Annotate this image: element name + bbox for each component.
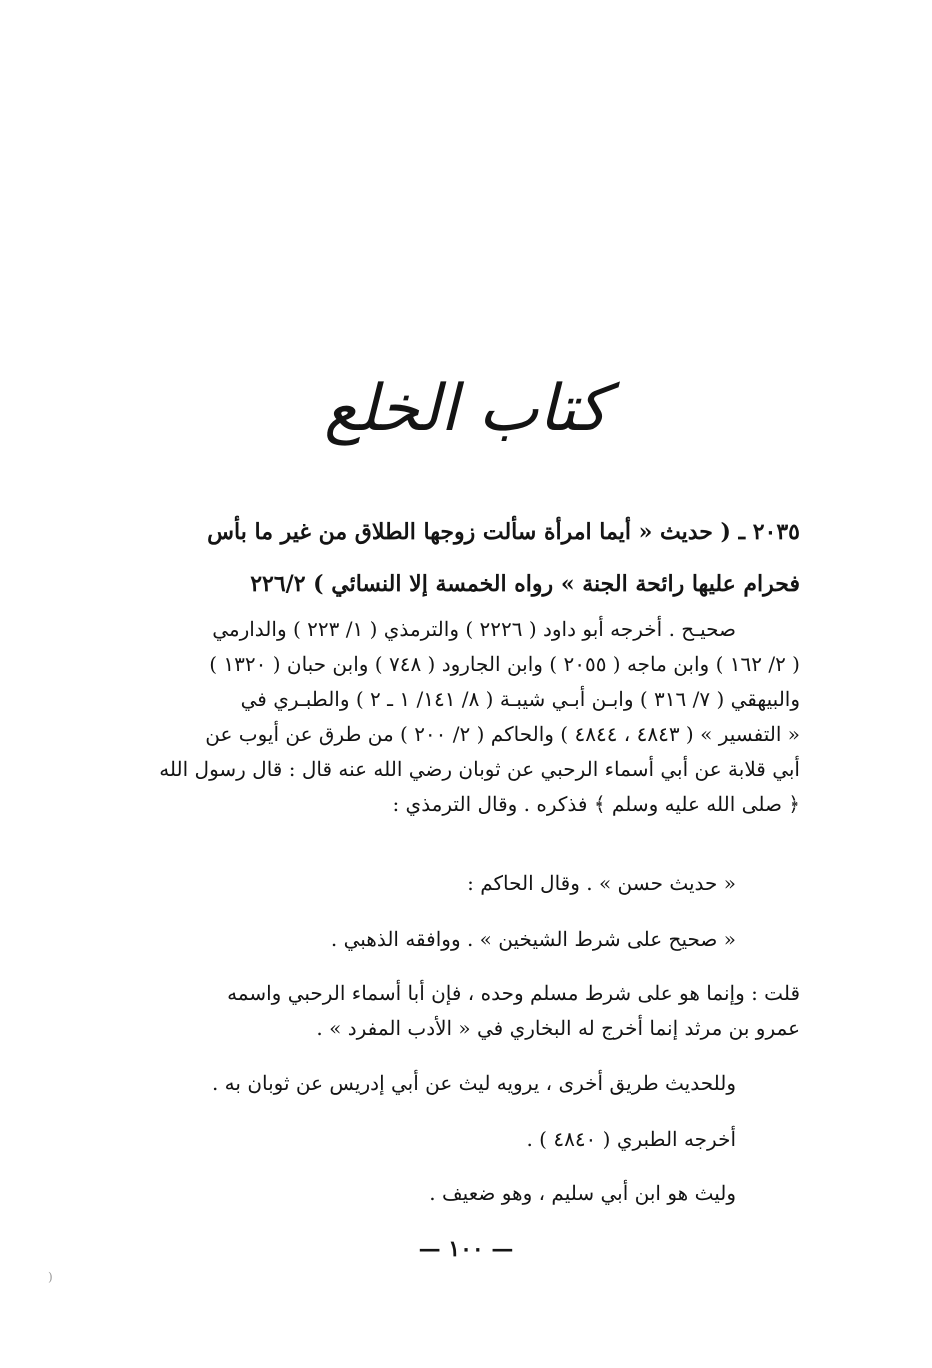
- hadith-text: [100, 506, 800, 610]
- takhrij-line-4: « التفسير » ( ٤٨٤٣ ، ٤٨٤٤ ) والحاكم ( ٢/ ٢٠٠ ) من طرق عن أيوب عن: [205, 722, 800, 746]
- margin-mark: (: [48, 1270, 53, 1284]
- takhrij-line-3: والبيهقي ( ٧/ ٣١٦ ) وابـن أبـي شيبـة ( ٨/ ١٤١/ ١ ـ ٢ ) والطبـري في: [240, 687, 800, 711]
- note-line-1: قلت : وإنما هو على شرط مسلم وحده ، فإن أبا أسماء الرحبي واسمه: [227, 981, 800, 1005]
- page-number: — ١٠٠ —: [418, 1236, 514, 1262]
- other-route-line-1: [100, 1066, 800, 1101]
- note-line-2: عمرو بن مرثد إنما أخرج له البخاري في « الأدب المفرد » .: [316, 1016, 800, 1040]
- other-route-line-2: [100, 1122, 800, 1157]
- other-route-text-2: أخرجه الطبري ( ٤٨٤٠ ) .: [526, 1127, 736, 1151]
- chapter-title: كتاب الخلع: [324, 372, 608, 446]
- note-paragraph: [100, 976, 800, 1046]
- other-route-text-1: وللحديث طريق أخرى ، يرويه ليث عن أبي إدريس عن ثوبان به .: [211, 1071, 736, 1095]
- quote-1-text: « حديث حسن » . وقال الحاكم :: [467, 871, 736, 895]
- takhrij-paragraph: [100, 612, 800, 822]
- hadith-line-2: فحرام عليها رائحة الجنة » رواه الخمسة إلا النسائي ) ٢٢٦/٢: [250, 571, 800, 597]
- takhrij-line-1: صحيـح . أخرجه أبو داود ( ٢٢٢٦ ) والترمذي ( ١/ ٢٢٣ ) والدارمي: [212, 617, 736, 641]
- hadith-line-1: ٢٠٣٥ ـ ( حديث « أيما امرأة سألت زوجها الطلاق من غير ما بأس: [207, 519, 800, 545]
- takhrij-line-5: أبي قلابة عن أبي أسماء الرحبي عن ثوبان رضي الله عنه قال : قال رسول الله: [159, 757, 800, 781]
- quote-2: [100, 922, 800, 957]
- takhrij-line-6: ﴿ صلى الله عليه وسلم ﴾ فذكره . وقال الترمذي :: [392, 792, 800, 816]
- takhrij-line-2: ( ٢/ ١٦٢ ) وابن ماجه ( ٢٠٥٥ ) وابن الجارود ( ٧٤٨ ) وابن حبان ( ١٣٢٠ ): [209, 652, 800, 676]
- other-route-line-3: [100, 1176, 800, 1211]
- quote-2-text: « صحيح على شرط الشيخين » . ووافقه الذهبي .: [330, 927, 736, 951]
- other-route-text-3: وليث هو ابن أبي سليم ، وهو ضعيف .: [429, 1181, 736, 1205]
- quote-1: [100, 866, 800, 901]
